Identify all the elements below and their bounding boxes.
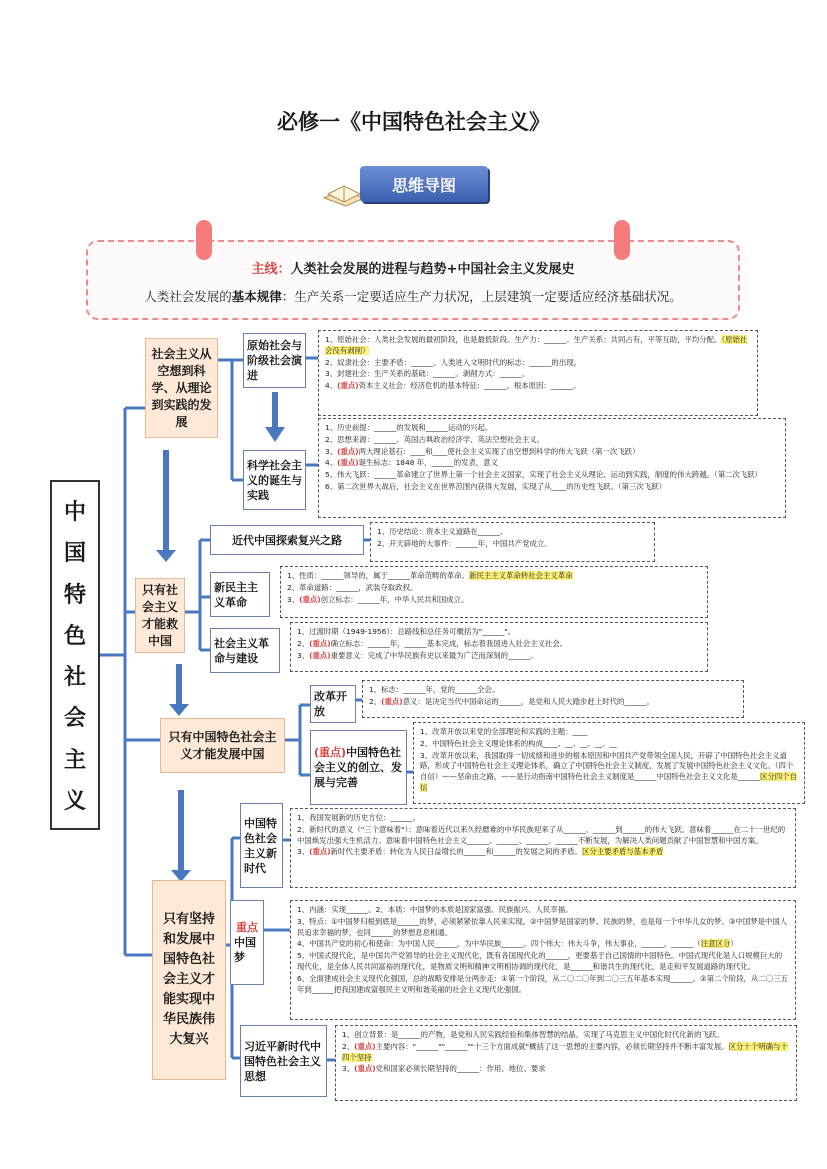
- box-line: 6、第二次世界大战后，社会主义在世界范围内获得大发展，实现了从____的历史性飞跃。（第三次飞跃）: [325, 481, 666, 491]
- section1-box1: [318, 330, 758, 416]
- highlight-note: 区分主要矛盾与基本矛盾: [581, 847, 664, 857]
- box-line: 1、性质：______领导的，属于______革命范畴的革命。: [287, 571, 470, 580]
- section3-box2: [413, 722, 805, 804]
- box-line: 创立标志：______年，中华人民共和国成立。: [320, 594, 469, 604]
- law-prefix: 人类社会发展的: [144, 289, 232, 304]
- box-line: 2、新时代的意义（"三个意味着"）：意味着近代以来久经磨难的中华民族迎来了从______、______到______的伟大飞跃。意味着______在二十一世纪的中国焕发出强大生机活力。意味着中国特色社会主义______、______、______、______不断发展，为解决人类问题贡献了中国智慧和中国方案。: [297, 824, 786, 845]
- box-line: 诞生标志：1848 年，______的发表，意义: [358, 458, 499, 468]
- box-line: 1、内涵：实现______。2、本质：中国梦的本质是国家富强、民族振兴、人民幸福。: [297, 905, 573, 914]
- section4-sub2: [230, 900, 264, 985]
- key-tag: (重点): [354, 1064, 376, 1074]
- section3-box1: [362, 680, 744, 718]
- section3-sub2: [310, 730, 407, 805]
- vtitle-char: 会: [63, 705, 86, 732]
- box-line: 主要内容："______""______""十三个方面成就"概括了这一思想的主要内容，必须长期坚持并不断丰富发展。: [375, 1041, 729, 1051]
- box-line: 2、奴隶社会：主要矛盾：______。人类进入文明时代的标志：______的出现。: [325, 357, 581, 367]
- mindmap-banner: 思维导图: [360, 166, 488, 202]
- section4-label: 只有坚持和发展中国特色社会主义才能实现中华民族伟大复兴: [152, 880, 226, 1080]
- box-line: 两大理论基石：____和____使社会主义实现了由空想到科学的伟大飞跃（第一次飞跃）: [358, 446, 640, 456]
- box-line: 1、我国发展新的历史方位：______。: [297, 813, 420, 822]
- vtitle-char: 国: [63, 540, 86, 567]
- section4-box1: [290, 808, 796, 888]
- box-line: 1、历史结论：资本主义道路在______。: [377, 527, 508, 536]
- box-line: 5、中国式现代化，是中国共产党领导的社会主义现代化，既有各国现代化的______，更要基于自己国情的中国特色。中国式现代化是人口规模巨大的现代化，是全体人民共同富裕的现代化，是物质文明和精神文明相协调的现代化，是______和谐共生的现代化，是走和平发展道路的现代化。: [297, 951, 783, 971]
- box-line: 5、伟大飞跃：______革命建立了世界上第一个社会主义国家，实现了社会主义从理论、运动到实践，制度的伟大跨越。（第二次飞跃）: [325, 470, 763, 480]
- box-line: 2、思想来源：______。英国古典政治经济学、英法空想社会主义。: [325, 434, 545, 444]
- key-tag: 重点: [236, 921, 258, 934]
- key-tag: (重点): [354, 1041, 376, 1051]
- box-line: 3、: [342, 1064, 355, 1074]
- box-line: 3、: [287, 594, 300, 604]
- box-line: 3、改革开放以来，我国取得一切成绩和进步的根本原因和中国共产党带领全国人民，开辟了中国特色社会主义道路，形成了中国特色社会主义理论体系，确立了中国特色社会主义制度，发展了发展中国特色社会主义文化。（四个自信）——坚命由之路，——是行动指南中国特色社会主义制度是______中国特色社会主义文化是______: [420, 750, 794, 782]
- box-line: 3、: [297, 650, 310, 660]
- box-line: 党和国家必须长期坚持的______：作用、地位、要求: [375, 1064, 546, 1074]
- vtitle-char: 色: [63, 622, 86, 649]
- key-tag: (重点): [314, 746, 347, 759]
- box-line: 3、特点：①中国梦归根到底是______的梦，必须紧紧依靠人民来实现。②中国梦是国家的梦、民族的梦，也是每一个中华儿女的梦。③中国梦是中国人民追求幸福的梦，也同______的梦想息息相通。: [297, 916, 788, 937]
- box-line: 3、: [297, 847, 310, 857]
- section4-box2: [290, 900, 796, 1020]
- vertical-title: [50, 480, 100, 830]
- law-text: ：生产关系一定要适应生产力状况，上层建筑一定要适应经济基础状况。: [281, 289, 682, 304]
- box-line: 1、标志：______年，党的______全会。: [369, 685, 500, 694]
- vtitle-char: 中: [63, 499, 86, 526]
- box-line: 2、革命道路：______，武装夺取政权。: [287, 582, 418, 592]
- mainline-text: 人类社会发展的进程与趋势+中国社会主义发展史: [290, 262, 575, 277]
- vtitle-char: 特: [63, 581, 86, 608]
- section1-label: 社会主义从空想到科学、从理论到实践的发展: [145, 338, 218, 438]
- key-tag: (重点): [381, 696, 403, 706]
- section2-box3: [290, 622, 708, 672]
- key-tag: (重点): [337, 381, 359, 391]
- vtitle-char: 主: [63, 746, 86, 773]
- page-title: 必修一《中国特色社会主义》: [277, 109, 550, 134]
- section1-sub1: 原始社会与阶级社会演进: [243, 333, 306, 388]
- box-line: 3、封建社会：生产关系的基础：______。剥削方式：______。: [325, 369, 530, 379]
- box-line: 2、中国特色社会主义理论体系的构成____、__、__、__、__: [420, 738, 617, 748]
- box-line: ）: [730, 939, 738, 949]
- box-line: 4、中国共产党的初心和使命：为中国人民______，为中华民族______。四个伟大：伟大斗争，伟大事业，______，______（: [297, 939, 701, 949]
- section2-sub2: 新民主主义革命: [210, 572, 270, 617]
- box-line: 1、原始社会：人类社会发展的最初阶段，也是最低阶段。生产力：______。生产关系：共同占有，平等互助，平均分配。: [325, 335, 722, 344]
- key-tag: (重点): [309, 847, 331, 857]
- vtitle-char: 社: [63, 664, 86, 691]
- section3-label: 只有中国特色社会主义才能发展中国: [160, 718, 285, 773]
- law-bold: 基本规律: [231, 289, 282, 304]
- box-line: 4、: [325, 458, 338, 468]
- section1-box2: [318, 418, 786, 518]
- box-line: 重要意义：完成了中华民族有史以来最为广泛而深刻的______。: [330, 650, 538, 660]
- box-line: 1、创立背景：是______的产物，是党和人民实践经验和集体智慧的结晶，实现了马克思主义中国化时代化新的飞跃。: [342, 1030, 724, 1039]
- box-line: 确立标志：______年，______基本完成，标志着我国进入社会主义社会。: [330, 638, 568, 648]
- box-line: 1、历史前提：______的发展和______运动的兴起。: [325, 423, 493, 432]
- box-line: 2、: [342, 1041, 355, 1051]
- box-line: 意义：是决定当代中国命运的______，是党和人民大踏步赶上时代的______。: [402, 696, 654, 706]
- section3-sub2-label: 中国特色社会主义的创立、发展与完善: [314, 746, 402, 789]
- highlight-note: 新民主主义革命转社会主义革命: [469, 571, 573, 580]
- section4-sub1: 中国特色社会主义新时代: [240, 803, 283, 888]
- section4-sub2-label: 中国梦: [234, 936, 256, 964]
- box-line: 2、: [369, 696, 382, 706]
- key-tag: (重点): [337, 446, 359, 456]
- key-tag: (重点): [299, 594, 321, 604]
- section2-box2: [280, 566, 708, 618]
- section2-box1: [370, 522, 655, 562]
- box-line: 新时代主要矛盾：转化为人民日益增长的______和______的发展之间的矛盾。: [330, 847, 582, 857]
- section2-label: 只有社会主义才能救中国: [135, 578, 185, 653]
- box-line: 资本主义社会：经济危机的基本特征：______。根本原因：______。: [358, 381, 581, 391]
- box-line: 2、开天辟地的大事件：______年，中国共产党成立。: [377, 538, 552, 548]
- box-line: 4、: [325, 381, 338, 391]
- highlight-note: 区分十个明确与十四个坚持: [342, 1041, 788, 1062]
- mainline-label: 主线：: [251, 262, 291, 277]
- key-tag: (重点): [309, 650, 331, 660]
- section2-sub1: 近代中国探索复兴之路: [210, 525, 364, 555]
- box-line: 6、全面建成社会主义现代化强国，总的战略安排是分两步走：①第一个阶段，从二〇二〇年到二〇三五年基本实现______。②第二个阶段，从二〇三五年到______把我国建成富强民主文明和谐美丽的社会主义现代化强国。: [297, 973, 788, 994]
- key-tag: (重点): [309, 638, 331, 648]
- section4-sub3: 习近平新时代中国特色社会主义思想: [240, 1025, 327, 1097]
- section3-sub1: 改革开放: [310, 685, 356, 723]
- section2-sub3: 社会主义革命与建设: [210, 628, 280, 673]
- box-line: 1、改革开放以来党的全部理论和实践的主题：____: [420, 727, 588, 736]
- box-line: 3、: [325, 446, 338, 456]
- highlight-note: 区分四个自信: [420, 772, 797, 792]
- highlight-note: 注意区分: [700, 939, 731, 949]
- box-line: 1、过渡时期（1949-1956）：总路线和总任务可概括为"______"。: [297, 627, 516, 636]
- box-line: 2、: [297, 638, 310, 648]
- key-tag: (重点): [337, 458, 359, 468]
- highlight-note: （原始社会没有剥削）: [325, 335, 748, 355]
- section1-sub2: 科学社会主义的诞生与实践: [243, 450, 306, 510]
- section4-box3: [335, 1025, 797, 1101]
- vtitle-char: 义: [63, 787, 86, 814]
